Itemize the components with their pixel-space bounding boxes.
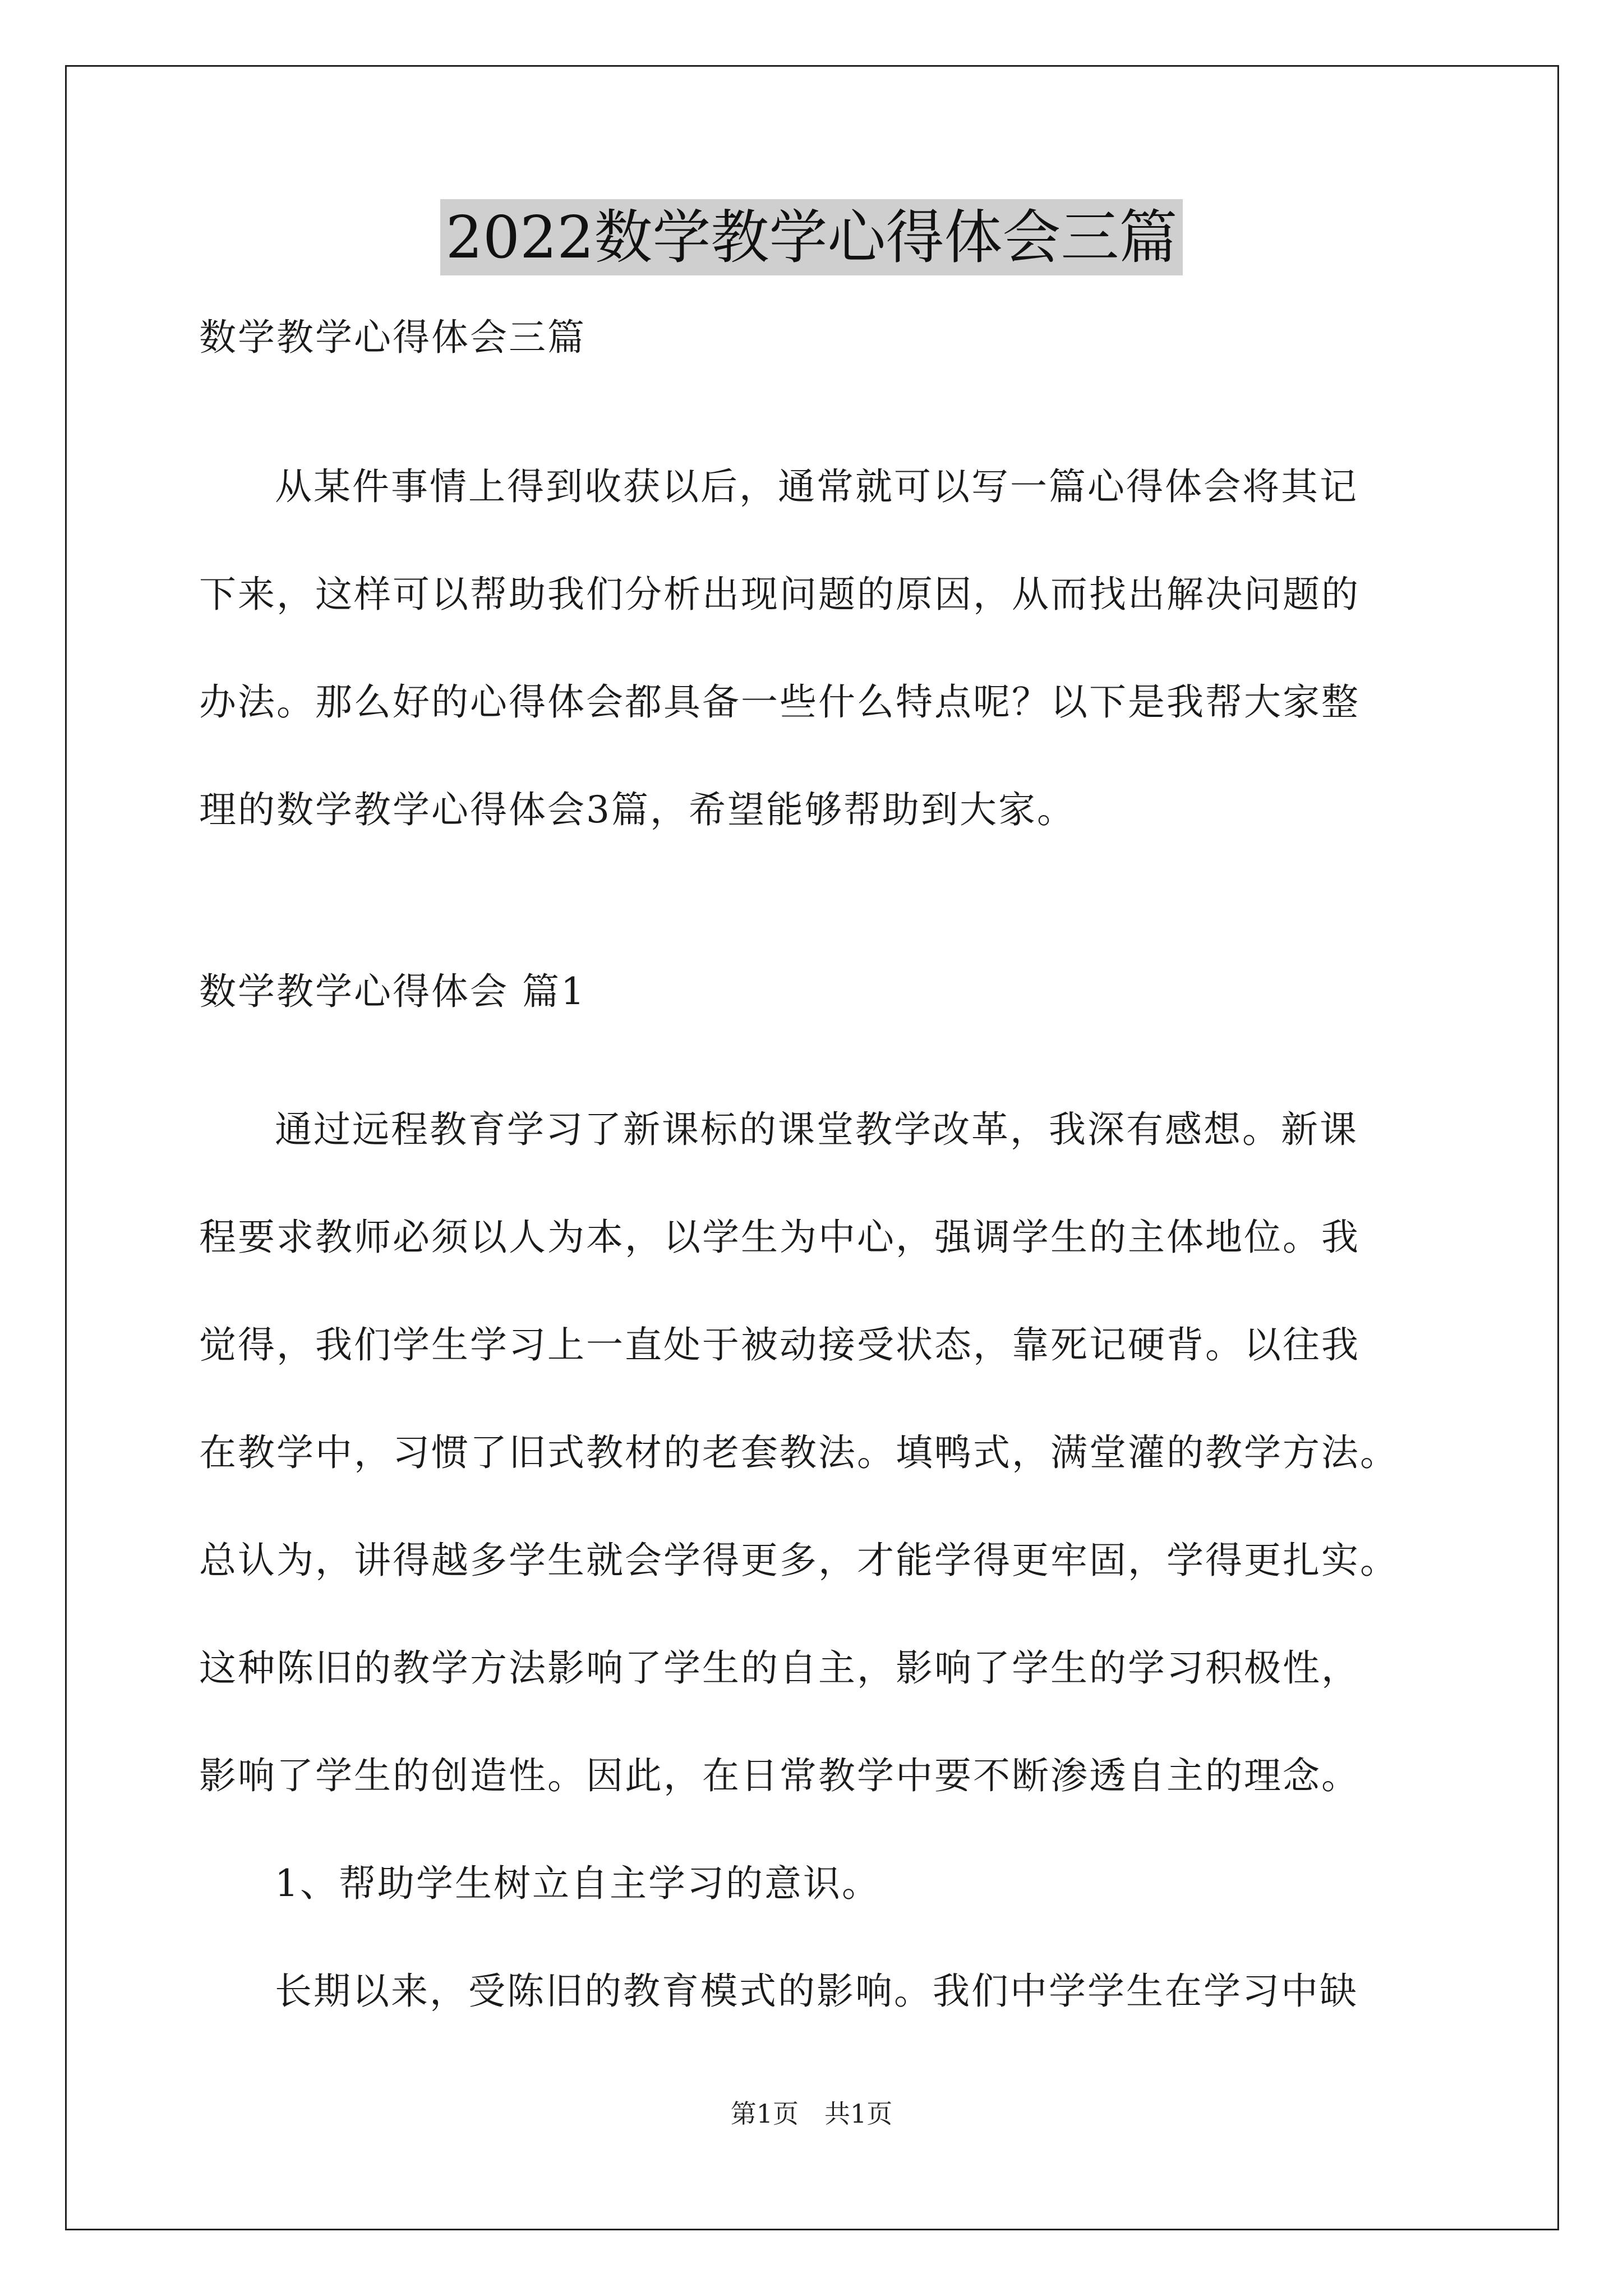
body-line: 通过远程教育学习了新课标的课堂教学改革，我深有感想。新课	[275, 1108, 1358, 1151]
intro-line: 从某件事情上得到收获以后，通常就可以写一篇心得体会将其记	[275, 465, 1358, 508]
body-line: 在教学中，习惯了旧式教材的老套教法。填鸭式，满堂灌的教学方法。	[199, 1431, 1399, 1474]
body-line: 这种陈旧的教学方法影响了学生的自主，影响了学生的学习积极性，	[199, 1646, 1360, 1690]
page-footer: 第1页 共1页	[730, 2099, 893, 2129]
intro-line: 办法。那么好的心得体会都具备一些什么特点呢？以下是我帮大家整	[199, 680, 1360, 724]
point-item: 1、帮助学生树立自主学习的意识。	[275, 1862, 880, 1905]
body-line: 长期以来，受陈旧的教育模式的影响。我们中学学生在学习中缺	[275, 1970, 1358, 2013]
body-line: 程要求教师必须以人为本，以学生为中心，强调学生的主体地位。我	[199, 1216, 1360, 1259]
body-line: 觉得，我们学生学习上一直处于被动接受状态，靠死记硬背。以往我	[199, 1323, 1360, 1366]
body-line: 影响了学生的创造性。因此，在日常教学中要不断渗透自主的理念。	[199, 1754, 1360, 1797]
body-line: 总认为，讲得越多学生就会学得更多，才能学得更牢固，学得更扎实。	[199, 1539, 1399, 1582]
title-wrap	[0, 199, 1623, 275]
subtitle: 数学教学心得体会三篇	[199, 316, 586, 359]
section-heading: 数学教学心得体会 篇1	[199, 970, 586, 1013]
intro-line: 下来，这样可以帮助我们分析出现问题的原因，从而找出解决问题的	[199, 573, 1360, 616]
document-title: 2022数学教学心得体会三篇	[440, 199, 1183, 275]
intro-line: 理的数学教学心得体会3篇，希望能够帮助到大家。	[199, 788, 1076, 831]
